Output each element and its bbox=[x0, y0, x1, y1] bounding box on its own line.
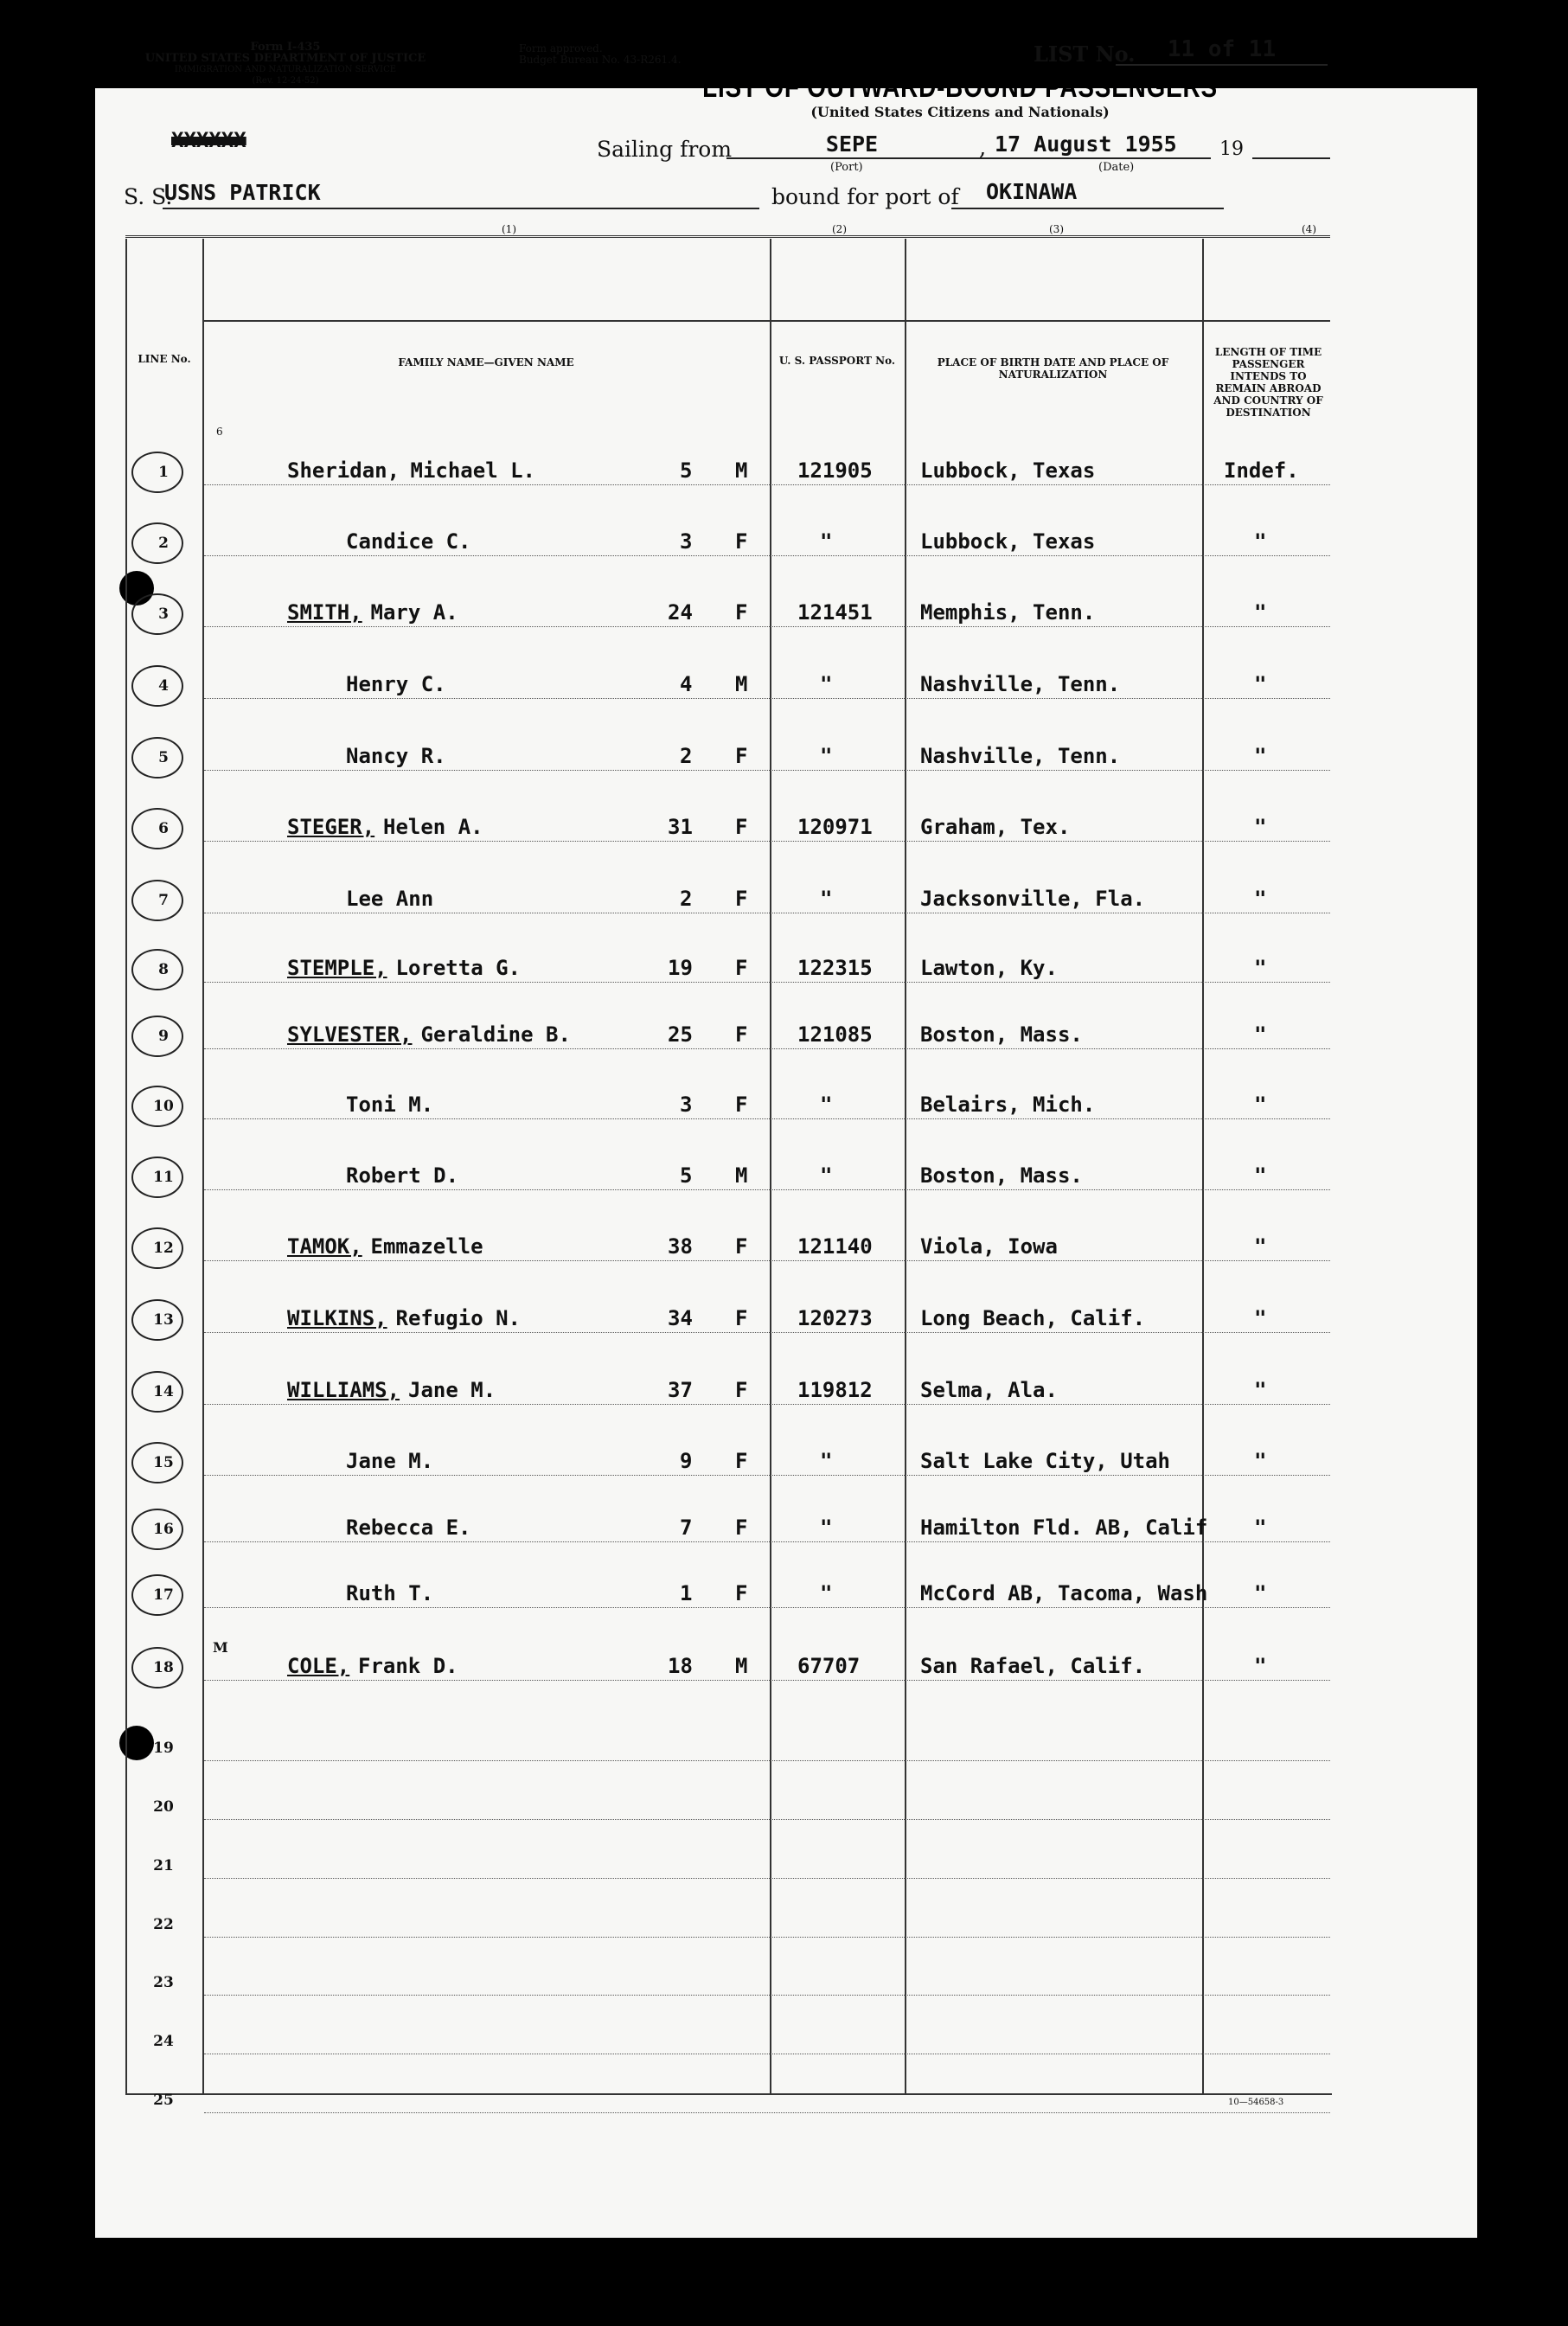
line-number: 1 bbox=[158, 464, 169, 481]
age: 9 bbox=[680, 1449, 693, 1473]
header-name: FAMILY NAME—GIVEN NAME bbox=[398, 356, 574, 368]
margin-mark: M bbox=[213, 1639, 228, 1656]
given-name: Frank D. bbox=[358, 1654, 458, 1678]
passport-number: " bbox=[820, 1093, 833, 1117]
line-number: 3 bbox=[158, 606, 169, 623]
length-of-stay: " bbox=[1254, 1022, 1267, 1047]
age: 3 bbox=[680, 1093, 693, 1117]
sex: M bbox=[735, 458, 748, 483]
column-rule bbox=[770, 239, 771, 2094]
length-of-stay: " bbox=[1254, 529, 1267, 554]
place-of-birth: Hamilton Fld. AB, Calif bbox=[920, 1515, 1208, 1540]
column-rule bbox=[202, 239, 204, 2094]
header-birth: PLACE OF BIRTH DATE AND PLACE OF NATURALIZATION bbox=[937, 356, 1169, 381]
sailing-date: 17 August 1955 bbox=[995, 131, 1177, 157]
given-name: Henry C. bbox=[346, 672, 446, 696]
sex: F bbox=[735, 815, 748, 839]
row-rule bbox=[204, 1332, 1330, 1333]
row-rule bbox=[204, 1878, 1330, 1879]
sex: F bbox=[735, 1515, 748, 1540]
given-name: Lee Ann bbox=[346, 887, 434, 911]
column-rule bbox=[125, 239, 127, 2094]
row-rule bbox=[204, 2112, 1330, 2113]
destination-port: OKINAWA bbox=[986, 179, 1078, 204]
line-number: 11 bbox=[153, 1169, 174, 1186]
row-rule bbox=[204, 1607, 1330, 1608]
place-of-birth: Lubbock, Texas bbox=[920, 458, 1096, 483]
length-of-stay: " bbox=[1254, 1163, 1267, 1188]
age: 38 bbox=[668, 1234, 693, 1259]
length-of-stay: " bbox=[1254, 672, 1267, 696]
row-rule bbox=[204, 1260, 1330, 1261]
approval-line-1: Form approved. bbox=[519, 42, 603, 54]
table-bottom-rule bbox=[125, 2093, 1332, 2095]
place-of-birth: Nashville, Tenn. bbox=[920, 744, 1121, 768]
given-name: Nancy R. bbox=[346, 744, 446, 768]
place-of-birth: Lubbock, Texas bbox=[920, 529, 1096, 554]
given-name: Candice C. bbox=[346, 529, 471, 554]
line-number: 18 bbox=[153, 1659, 174, 1676]
row-rule bbox=[204, 1404, 1330, 1405]
column-number: (4) bbox=[1302, 223, 1316, 235]
place-of-birth: Graham, Tex. bbox=[920, 815, 1071, 839]
sex: M bbox=[735, 672, 748, 696]
length-of-stay: " bbox=[1254, 1449, 1267, 1473]
family-name: STEGER, bbox=[287, 815, 375, 839]
passport-number: 121140 bbox=[797, 1234, 873, 1259]
approval-note bbox=[519, 43, 681, 66]
column-number: (3) bbox=[1049, 223, 1064, 235]
bound-for-label: bound for port of bbox=[771, 184, 959, 209]
line-number: 16 bbox=[153, 1521, 174, 1538]
passport-number: 121085 bbox=[797, 1022, 873, 1047]
given-name: Robert D. bbox=[346, 1163, 459, 1188]
length-of-stay: " bbox=[1254, 1515, 1267, 1540]
age: 19 bbox=[668, 956, 693, 980]
line-number: 21 bbox=[153, 1857, 174, 1874]
line-number: 7 bbox=[158, 892, 169, 909]
place-of-birth: Selma, Ala. bbox=[920, 1378, 1058, 1402]
column-rule bbox=[1202, 239, 1204, 2094]
row-rule bbox=[204, 1680, 1330, 1681]
ship-rule bbox=[163, 208, 759, 209]
sex: F bbox=[735, 1378, 748, 1402]
passport-number: " bbox=[820, 887, 833, 911]
place-of-birth: Lawton, Ky. bbox=[920, 956, 1058, 980]
row-rule bbox=[204, 626, 1330, 627]
place-of-birth: McCord AB, Tacoma, Wash bbox=[920, 1581, 1208, 1605]
place-of-birth: San Rafael, Calif. bbox=[920, 1654, 1146, 1678]
passport-number: " bbox=[820, 1449, 833, 1473]
place-of-birth: Boston, Mass. bbox=[920, 1022, 1083, 1047]
date-rule bbox=[995, 157, 1211, 159]
destination-rule bbox=[951, 208, 1224, 209]
date-separator: , bbox=[979, 135, 987, 161]
passport-number: 122315 bbox=[797, 956, 873, 980]
line-number: 10 bbox=[153, 1098, 174, 1115]
header-line-no: LINE No. bbox=[138, 353, 191, 365]
ship-label: S. S. bbox=[124, 184, 173, 209]
passport-number: " bbox=[820, 1581, 833, 1605]
passenger-table bbox=[125, 235, 1330, 2093]
header-passport: U. S. PASSPORT No. bbox=[778, 355, 896, 367]
family-name: WILLIAMS, bbox=[287, 1378, 400, 1402]
line-number: 25 bbox=[153, 2092, 174, 2109]
length-of-stay: " bbox=[1254, 600, 1267, 625]
line-number: 20 bbox=[153, 1798, 174, 1816]
approval-line-2: Budget Bureau No. 43-R261.4. bbox=[519, 54, 682, 66]
sex: F bbox=[735, 744, 748, 768]
age: 34 bbox=[668, 1306, 693, 1330]
row-rule bbox=[204, 555, 1330, 556]
header-rule bbox=[203, 320, 1330, 322]
family-name: WILKINS, bbox=[287, 1306, 387, 1330]
row-rule bbox=[204, 1760, 1330, 1761]
line-number: 9 bbox=[158, 1028, 169, 1045]
sex: F bbox=[735, 956, 748, 980]
passport-number: " bbox=[820, 1515, 833, 1540]
length-of-stay: " bbox=[1254, 1234, 1267, 1259]
age: 1 bbox=[680, 1581, 693, 1605]
row-rule bbox=[204, 841, 1330, 842]
age: 5 bbox=[680, 458, 693, 483]
given-name: Geraldine B. bbox=[420, 1022, 571, 1047]
line-number: 17 bbox=[153, 1586, 174, 1604]
row-rule bbox=[204, 1819, 1330, 1820]
length-of-stay: " bbox=[1254, 1581, 1267, 1605]
list-no-rule bbox=[1116, 64, 1328, 66]
list-no-value: 11 of 11 bbox=[1167, 36, 1277, 62]
row-rule bbox=[204, 1189, 1330, 1190]
sex: M bbox=[735, 1163, 748, 1188]
line-number: 14 bbox=[153, 1383, 174, 1400]
passport-number: 119812 bbox=[797, 1378, 873, 1402]
age: 37 bbox=[668, 1378, 693, 1402]
row-rule bbox=[204, 1048, 1330, 1049]
length-of-stay: " bbox=[1254, 1093, 1267, 1117]
passport-number: " bbox=[820, 744, 833, 768]
family-name: SYLVESTER, bbox=[287, 1022, 413, 1047]
age: 25 bbox=[668, 1022, 693, 1047]
page-title: LIST OF OUTWARD-BOUND PASSENGERS bbox=[702, 71, 1218, 104]
place-of-birth: Boston, Mass. bbox=[920, 1163, 1083, 1188]
revision: (Rev. 12-24-52) bbox=[252, 76, 319, 86]
line-number: 24 bbox=[153, 2033, 174, 2050]
line-number: 15 bbox=[153, 1454, 174, 1471]
department: UNITED STATES DEPARTMENT OF JUSTICE bbox=[144, 52, 426, 65]
passport-number: " bbox=[820, 672, 833, 696]
place-of-birth: Nashville, Tenn. bbox=[920, 672, 1121, 696]
length-of-stay: Indef. bbox=[1224, 458, 1299, 483]
sailing-from-label: Sailing from bbox=[597, 137, 733, 162]
row-rule bbox=[204, 698, 1330, 699]
form-issuer bbox=[95, 42, 476, 87]
row-rule bbox=[204, 484, 1330, 485]
age: 4 bbox=[680, 672, 693, 696]
row-rule bbox=[204, 1475, 1330, 1476]
passport-number: 121451 bbox=[797, 600, 873, 625]
given-name: Helen A. bbox=[383, 815, 483, 839]
column-number: (2) bbox=[832, 223, 847, 235]
line-number: 4 bbox=[158, 677, 169, 695]
length-of-stay: " bbox=[1254, 887, 1267, 911]
given-name: Mary A. bbox=[370, 600, 458, 625]
service: IMMIGRATION AND NATURALIZATION SERVICE bbox=[174, 65, 397, 74]
date-caption: (Date) bbox=[1098, 161, 1135, 174]
column-number: (1) bbox=[502, 223, 516, 235]
year-rule bbox=[1252, 157, 1330, 159]
age: 2 bbox=[680, 887, 693, 911]
given-name: Ruth T. bbox=[346, 1581, 434, 1605]
given-name: Loretta G. bbox=[395, 956, 521, 980]
footer-code: 10—54658-3 bbox=[1228, 2098, 1284, 2107]
length-of-stay: " bbox=[1254, 1654, 1267, 1678]
age: 24 bbox=[668, 600, 693, 625]
family-name: TAMOK, bbox=[287, 1234, 362, 1259]
sex: M bbox=[735, 1654, 748, 1678]
list-no-label: LIST No. bbox=[1034, 42, 1136, 67]
line-number: 2 bbox=[158, 535, 169, 552]
place-of-birth: Belairs, Mich. bbox=[920, 1093, 1096, 1117]
row-rule bbox=[204, 1995, 1330, 1996]
age: 3 bbox=[680, 529, 693, 554]
year-prefix: 19 bbox=[1219, 138, 1244, 160]
sex: F bbox=[735, 1234, 748, 1259]
sex: F bbox=[735, 1449, 748, 1473]
page-subtitle: (United States Citizens and Nationals) bbox=[810, 104, 1110, 120]
length-of-stay: " bbox=[1254, 744, 1267, 768]
row-rule bbox=[204, 982, 1330, 983]
age: 31 bbox=[668, 815, 693, 839]
line-number: 23 bbox=[153, 1974, 174, 1991]
given-name: Michael L. bbox=[410, 458, 535, 483]
header-length: LENGTH OF TIME PASSENGER INTENDS TO REMAIN ABROAD AND COUNTRY OF DESTINATION bbox=[1213, 346, 1323, 419]
given-name: Toni M. bbox=[346, 1093, 434, 1117]
ship-name: USNS PATRICK bbox=[164, 180, 321, 205]
length-of-stay: " bbox=[1254, 1306, 1267, 1330]
line-number: 6 bbox=[158, 820, 169, 837]
passport-number: 67707 bbox=[797, 1654, 861, 1678]
place-of-birth: Memphis, Tenn. bbox=[920, 600, 1096, 625]
column-rule bbox=[905, 239, 906, 2094]
given-name: Rebecca E. bbox=[346, 1515, 471, 1540]
row-rule bbox=[204, 1937, 1330, 1938]
port-caption: (Port) bbox=[830, 161, 863, 174]
passport-number: " bbox=[820, 1163, 833, 1188]
sex: F bbox=[735, 1581, 748, 1605]
margin-mark: 6 bbox=[216, 426, 223, 438]
age: 5 bbox=[680, 1163, 693, 1188]
sex: F bbox=[735, 529, 748, 554]
sex: F bbox=[735, 887, 748, 911]
passport-number: 121905 bbox=[797, 458, 873, 483]
line-number: 13 bbox=[153, 1311, 174, 1329]
age: 18 bbox=[668, 1654, 693, 1678]
sex: F bbox=[735, 1093, 748, 1117]
row-rule bbox=[204, 1118, 1330, 1119]
place-of-birth: Jacksonville, Fla. bbox=[920, 887, 1146, 911]
passport-number: 120273 bbox=[797, 1306, 873, 1330]
passport-number: " bbox=[820, 529, 833, 554]
line-number: 22 bbox=[153, 1916, 174, 1933]
line-number: 8 bbox=[158, 961, 169, 978]
line-number: 19 bbox=[153, 1740, 174, 1757]
length-of-stay: " bbox=[1254, 815, 1267, 839]
family-name: COLE, bbox=[287, 1654, 350, 1678]
length-of-stay: " bbox=[1254, 1378, 1267, 1402]
sex: F bbox=[735, 1306, 748, 1330]
age: 2 bbox=[680, 744, 693, 768]
age: 7 bbox=[680, 1515, 693, 1540]
row-rule bbox=[204, 1541, 1330, 1542]
line-number: 5 bbox=[158, 749, 169, 766]
given-name: Emmazelle bbox=[370, 1234, 483, 1259]
struck-out-text: XXXXXX bbox=[171, 128, 246, 152]
place-of-birth: Long Beach, Calif. bbox=[920, 1306, 1146, 1330]
sex: F bbox=[735, 600, 748, 625]
line-number: 12 bbox=[153, 1240, 174, 1257]
family-name: SMITH, bbox=[287, 600, 362, 625]
form-number: Form I-435 bbox=[250, 41, 321, 54]
sailing-port: SEPE bbox=[825, 131, 879, 157]
sex: F bbox=[735, 1022, 748, 1047]
place-of-birth: Viola, Iowa bbox=[920, 1234, 1058, 1259]
given-name: Refugio N. bbox=[395, 1306, 521, 1330]
place-of-birth: Salt Lake City, Utah bbox=[920, 1449, 1170, 1473]
given-name: Jane M. bbox=[346, 1449, 434, 1473]
family-name: Sheridan, bbox=[287, 458, 400, 483]
given-name: Jane M. bbox=[408, 1378, 496, 1402]
row-rule bbox=[204, 770, 1330, 771]
passport-number: 120971 bbox=[797, 815, 873, 839]
length-of-stay: " bbox=[1254, 956, 1267, 980]
family-name: STEMPLE, bbox=[287, 956, 387, 980]
